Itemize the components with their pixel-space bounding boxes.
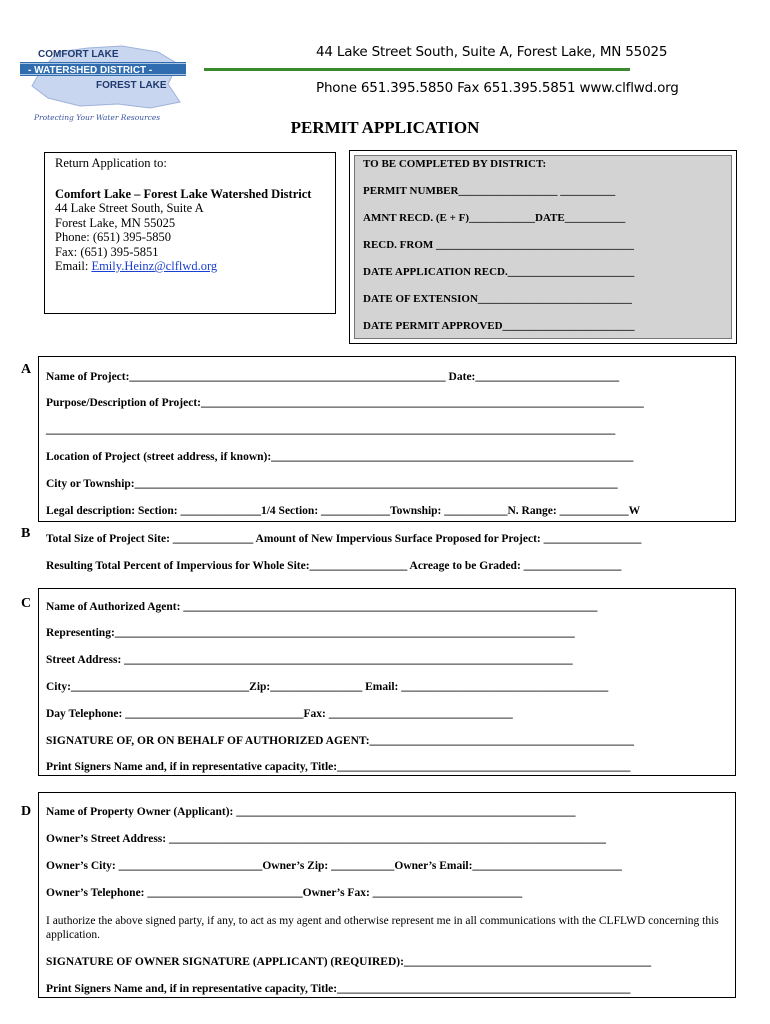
return-fax: Fax: (651) 395-5851 (55, 244, 159, 259)
district-permit-number: PERMIT NUMBER__________________ __________ (363, 185, 616, 197)
return-city: Forest Lake, MN 55025 (55, 215, 176, 230)
project-name-field[interactable]: Name of Project:_______________________________________________________ Date:_________________________ (46, 371, 620, 383)
agent-print-name-field[interactable]: Print Signers Name and, if in representative capacity, Title:___________________________________________________ (46, 761, 631, 773)
logo-tagline: Protecting Your Water Resources (34, 113, 161, 122)
agent-name-field[interactable]: Name of Authorized Agent: ________________________________________________________________________ (46, 601, 598, 613)
owner-phone-fax-field[interactable]: Owner’s Telephone: ___________________________Owner’s Fax: __________________________ (46, 887, 523, 899)
owner-signature-field[interactable]: SIGNATURE OF OWNER SIGNATURE (APPLICANT) (REQUIRED):___________________________________________ (46, 956, 652, 968)
logo-graphic (18, 42, 190, 124)
owner-name-field[interactable]: Name of Property Owner (Applicant): ___________________________________________________________ (46, 806, 576, 818)
district-date-application: DATE APPLICATION RECD._______________________ (363, 266, 635, 278)
district-use-box (349, 150, 737, 344)
section-d-letter: D (21, 804, 32, 819)
district-received-from: RECD. FROM ____________________________________ (363, 239, 635, 251)
district-date-extension: DATE OF EXTENSION____________________________ (363, 293, 632, 305)
header-divider (204, 68, 630, 71)
district-use-panel (354, 155, 732, 339)
return-street: 44 Lake Street South, Suite A (55, 201, 204, 215)
section-c-letter: C (21, 596, 32, 611)
district-amount-received: AMNT RECD. (E + F)____________DATE___________ (363, 212, 626, 224)
project-purpose-continued[interactable]: ___________________________________________________________________________________________________ (46, 424, 616, 436)
logo-text-mid: - WATERSHED DISTRICT - (28, 65, 153, 76)
owner-street-field[interactable]: Owner’s Street Address: ____________________________________________________________________________ (46, 833, 606, 845)
agent-city-zip-email-field[interactable]: City:_______________________________Zip:________________ Email: ____________________________________ (46, 681, 609, 693)
authorization-statement: I authorize the above signed party, if any, to act as my agent and otherwise represent me in all communications with the CLFLWD concerning this application. (46, 915, 719, 941)
return-email-row: Email: Emily.Heinz@clflwd.org (55, 259, 218, 273)
owner-print-name-field[interactable]: Print Signers Name and, if in representative capacity, Title:___________________________________________________ (46, 983, 631, 995)
header-address: 44 Lake Street South, Suite A, Forest Lake, MN 55025 (316, 44, 668, 60)
agent-signature-field[interactable]: SIGNATURE OF, OR ON BEHALF OF AUTHORIZED AGENT:______________________________________________ (46, 735, 635, 747)
logo-text-top: COMFORT LAKE (38, 49, 119, 60)
return-label: Return Application to: (55, 156, 167, 170)
page-title: PERMIT APPLICATION (290, 118, 480, 137)
project-location-field[interactable]: Location of Project (street address, if known):_______________________________________________________________ (46, 451, 634, 463)
agent-representing-field[interactable]: Representing:________________________________________________________________________________ (46, 627, 575, 639)
legal-description-field[interactable]: Legal description: Section: ______________1/4 Section: ____________Township: ___________N. Range: ____________W (46, 505, 641, 517)
owner-city-zip-email-field[interactable]: Owner’s City: _________________________Owner’s Zip: ___________Owner’s Email:__________________________ (46, 860, 622, 872)
logo-text-bottom: FOREST LAKE (96, 80, 167, 91)
return-org: Comfort Lake – Forest Lake Watershed District (55, 186, 312, 201)
section-b-letter: B (21, 526, 31, 541)
impervious-percent-field[interactable]: Resulting Total Percent of Impervious for Whole Site:_________________ Acreage to be Graded: _________________ (46, 560, 622, 572)
district-date-approved: DATE PERMIT APPROVED________________________ (363, 320, 635, 332)
agent-street-field[interactable]: Street Address: ______________________________________________________________________________ (46, 654, 573, 666)
header-phone-fax-web: Phone 651.395.5850 Fax 651.395.5851 www.clflwd.org (316, 80, 679, 96)
return-address-box (44, 152, 336, 314)
district-heading: TO BE COMPLETED BY DISTRICT: (363, 158, 547, 170)
site-size-field[interactable]: Total Size of Project Site: ______________ Amount of New Impervious Surface Proposed for Project: _________________ (46, 533, 642, 545)
project-city-field[interactable]: City or Township:____________________________________________________________________________________ (46, 478, 618, 490)
project-purpose-field[interactable]: Purpose/Description of Project:_____________________________________________________________________________ (46, 397, 644, 409)
agent-phone-fax-field[interactable]: Day Telephone: _______________________________Fax: ________________________________ (46, 708, 513, 720)
return-email-link[interactable]: Emily.Heinz@clflwd.org (91, 259, 218, 273)
section-a-letter: A (21, 362, 32, 377)
district-logo (18, 42, 190, 124)
return-phone: Phone: (651) 395-5850 (55, 230, 171, 244)
